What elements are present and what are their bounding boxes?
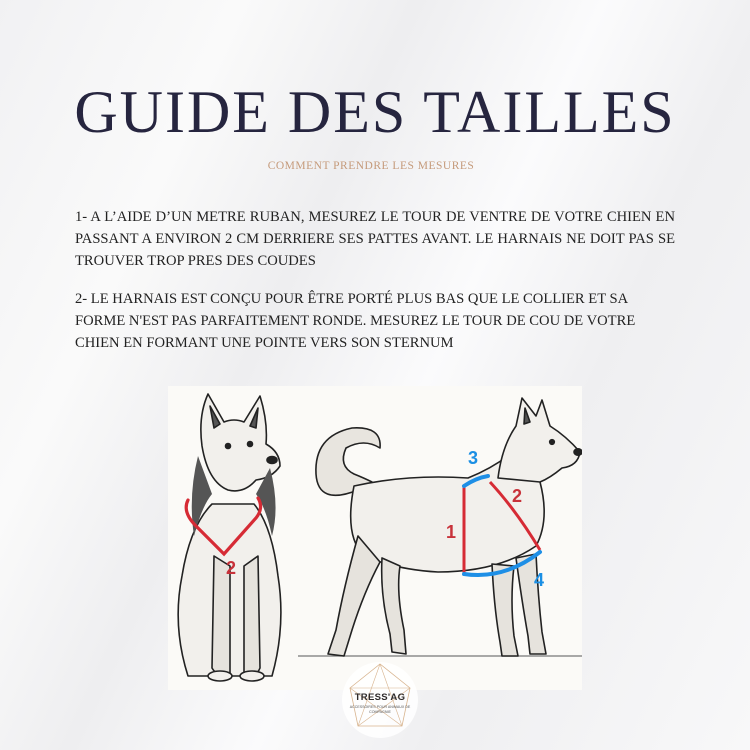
instruction-1: 1- A L’AIDE D’UN METRE RUBAN, MESUREZ LE TOUR DE VENTRE DE VOTRE CHIEN EN PASSANT A ENVIRON 2 CM DERRIERE SES PATTES AVANT. LE HARNAIS NE DOIT PAS SE TROUVER TROP PRES DES COUDES (75, 209, 675, 269)
sitting-dog (178, 394, 281, 681)
page-title: GUIDE DES TAILLES (74, 79, 676, 145)
page-subtitle: COMMENT PRENDRE LES MESURES (267, 160, 475, 172)
marker-side-1: 1 (446, 522, 457, 542)
brand-tagline: ACCESSOIRES POUR ANIMAUX DE COMPAGNIE (349, 705, 411, 714)
marker-side-4: 4 (534, 570, 545, 590)
marker-side-3: 3 (468, 448, 479, 468)
marker-front-2: 2 (226, 558, 237, 578)
brand-logo (340, 660, 420, 740)
marker-side-2: 2 (512, 486, 523, 506)
brand-name: TRESS'AG (354, 692, 406, 703)
dog-measurement-illustration (168, 386, 582, 690)
instruction-2: 2- LE HARNAIS EST CONÇU POUR ÊTRE PORTÉ PLUS BAS QUE LE COLLIER ET SA FORME N'EST PAS PARFAITEMENT RONDE. MESUREZ LE TOUR DE COU DE VOTRE CHIEN EN FORMANT UNE POINTE VERS SON STERNUM (75, 291, 636, 351)
